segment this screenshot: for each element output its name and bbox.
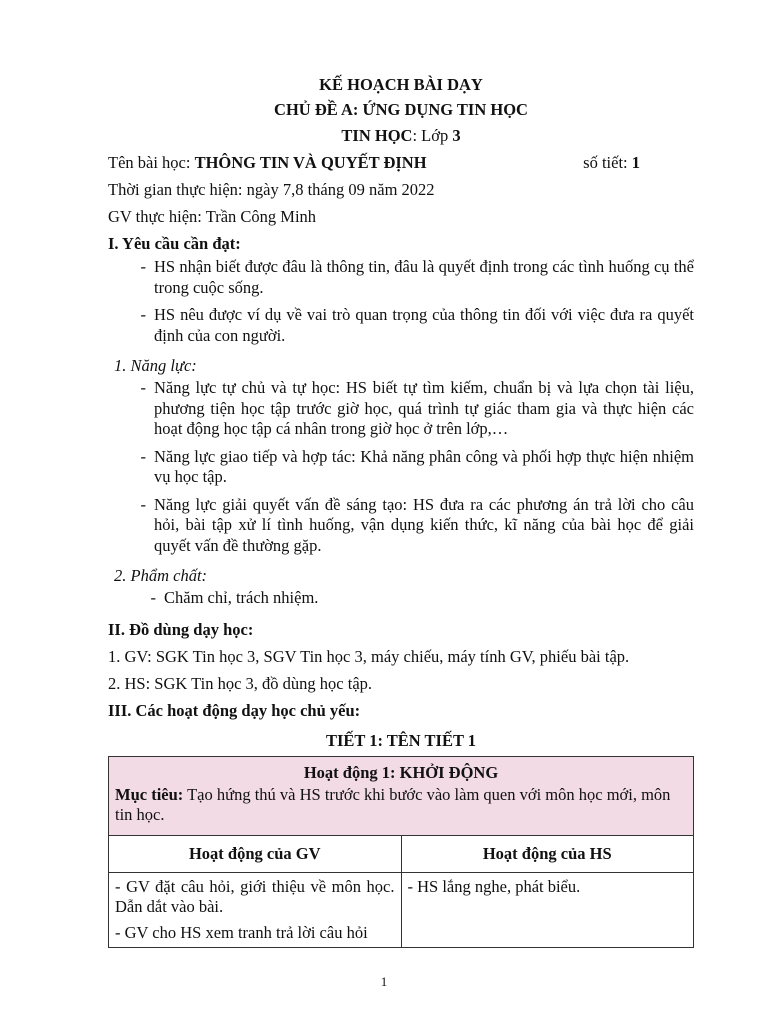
competence-item: - Năng lực tự chủ và tự học: HS biết tự tìm kiếm, chuẩn bị và lựa chọn tài liệu, phương tiện học tập trước giờ học, quá trình tự giác tham gia và thực hiện các hoạt động học tập cá nhân trong giờ học ở trên lớp,… [140,378,694,438]
section3-heading: III. Các hoạt động dạy học chủ yếu: [108,700,361,720]
grade-value: 3 [452,126,461,145]
activity-goal [115,785,687,831]
teacher-line: GV thực hiện: Trần Công Minh [108,207,317,226]
activity-title: Hoạt động 1: KHỞI ĐỘNG [303,762,499,782]
activity-table [108,756,694,948]
section2-heading: II. Đồ dùng dạy học: [108,619,254,639]
time-line: Thời gian thực hiện: ngày 7,8 tháng 09 năm 2022 [108,180,435,199]
document-title: KẾ HOẠCH BÀI DẠY [319,75,483,94]
material-item: 2. HS: SGK Tin học 3, đồ dùng học tập. [108,673,373,693]
goal-text: Tạo hứng thú và HS trước khi bước vào làm quen với môn học mới, môn tin học. [115,784,671,824]
competence-heading: 1. Năng lực: [114,356,197,375]
page-number: 1 [380,974,388,989]
requirement-item: - HS nhận biết được đâu là thông tin, đâu là quyết định trong các tình huống cụ thể trong cuộc sống. [140,257,694,297]
periods-label: số tiết: [583,153,632,172]
requirement-item: - HS nêu được ví dụ về vai trò quan trọng của thông tin đối với việc đưa ra quyết định của con người. [140,305,694,345]
lesson-label: Tên bài học: [108,153,195,172]
competence-item: - Năng lực giao tiếp và hợp tác: Khả năng phân công và phối hợp thực hiện nhiệm vụ học tập. [140,446,694,486]
section1-heading: I. Yêu cầu cần đạt: [108,234,241,253]
gv-activity-cell [109,872,402,947]
hs-activity-cell [401,872,694,947]
grade-label: : Lớp [412,126,453,145]
hs-activity-item: - HS lắng nghe, phát biểu. [407,876,581,896]
competence-item: - Năng lực giải quyết vấn đề sáng tạo: HS đưa ra các phương án trả lời cho câu hỏi, bài tập xử lí tình huống, vận dụng kiến thức, kĩ năng của bài học để giải quyết vấn đề thường gặp. [140,494,694,555]
periods-value: 1 [631,153,640,172]
lesson-name-field [108,149,427,176]
quality-heading: 2. Phẩm chất: [114,566,208,585]
topic-title: CHỦ ĐỀ A: ỨNG DỤNG TIN HỌC [274,100,528,119]
document-page [108,72,694,948]
goal-label: Mục tiêu: [115,784,184,804]
subject-label: TIN HỌC [341,126,413,145]
column-header-gv: Hoạt động của GV [109,835,402,872]
material-item: 1. GV: SGK Tin học 3, SGV Tin học 3, máy chiếu, máy tính GV, phiếu bài tập. [108,646,630,666]
gv-activity-item: - GV cho HS xem tranh trả lời câu hỏi [115,922,368,942]
period-title: TIẾT 1: TÊN TIẾT 1 [325,730,477,750]
lesson-name: THÔNG TIN VÀ QUYẾT ĐỊNH [194,153,427,172]
lesson-row [108,149,694,176]
quality-item: - Chăm chỉ, trách nhiệm. [150,588,319,607]
gv-activity-item: - GV đặt câu hỏi, giới thiệu về môn học. Dẫn dắt vào bài. [115,876,395,916]
column-header-hs: Hoạt động của HS [401,835,694,872]
periods-field [583,149,640,176]
subject-line [108,122,694,149]
activity-header-cell [109,756,694,835]
